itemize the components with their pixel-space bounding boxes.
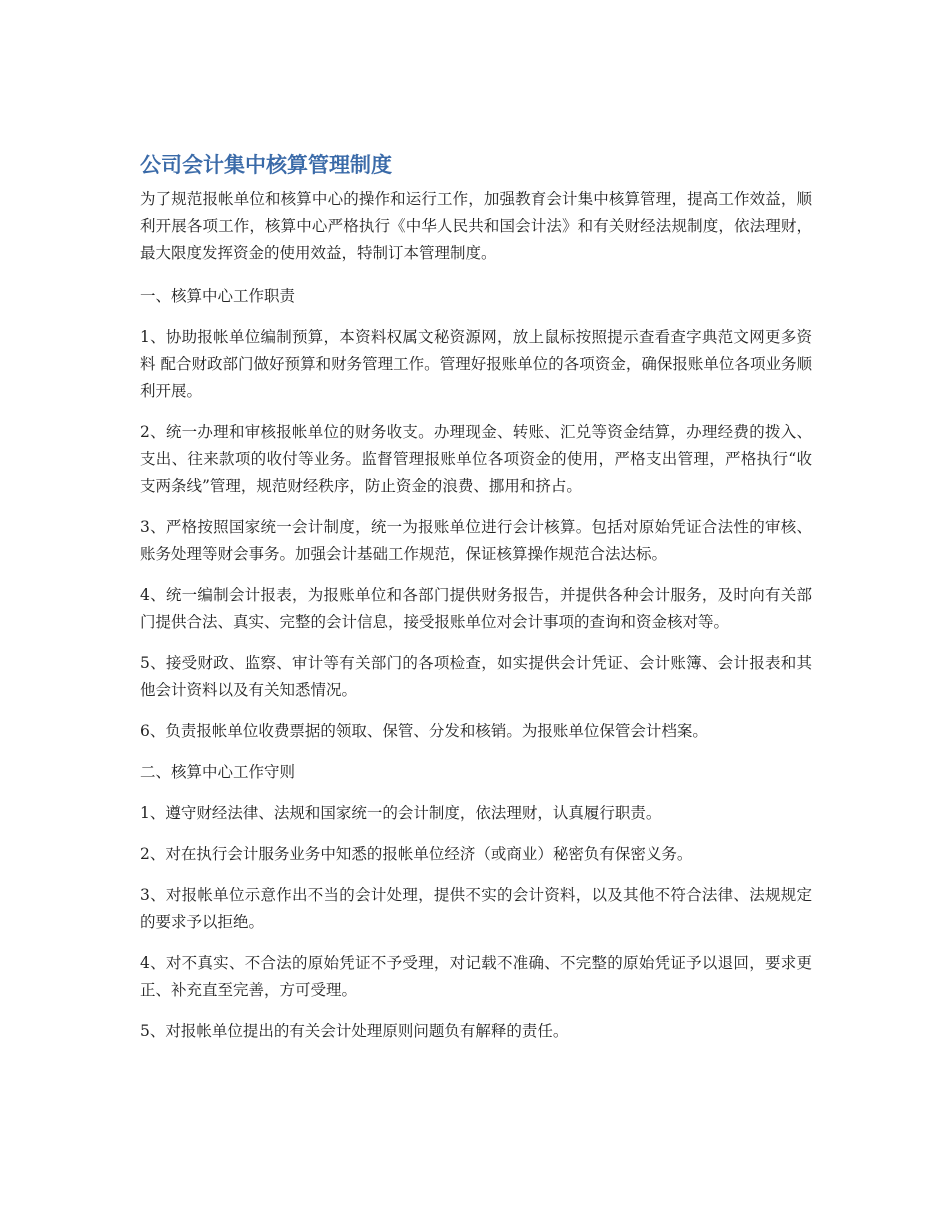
document-page [140, 150, 812, 1059]
rule-item: 5、对报帐单位提出的有关会计处理原则问题负有解释的责任。 [140, 1022, 569, 1040]
rule-item: 2、对在执行会计服务业务中知悉的报帐单位经济（或商业）秘密负有保密义务。 [140, 845, 693, 863]
duty-item: 5、接受财政、监察、审计等有关部门的各项检查，如实提供会计凭证、会计账簿、会计报表和其他会计资料以及有关知悉情况。 [140, 654, 812, 699]
document-title: 公司会计集中核算管理制度 [140, 153, 392, 177]
section-heading-duties: 一、核算中心工作职责 [140, 287, 296, 305]
duty-item: 3、严格按照国家统一会计制度，统一为报账单位进行会计核算。包括对原始凭证合法性的审核、账务处理等财会事务。加强会计基础工作规范，保证核算操作规范合法达标。 [140, 518, 812, 563]
rule-item: 3、对报帐单位示意作出不当的会计处理，提供不实的会计资料，以及其他不符合法律、法规规定的要求予以拒绝。 [140, 886, 812, 931]
duty-item: 6、负责报帐单位收费票据的领取、保管、分发和核销。为报账单位保管会计档案。 [140, 722, 708, 740]
section-heading-rules: 二、核算中心工作守则 [140, 763, 296, 781]
duty-item: 1、协助报帐单位编制预算，本资料权属文秘资源网，放上鼠标按照提示查看查字典范文网更多资料 配合财政部门做好预算和财务管理工作。管理好报账单位的各项资金，确保报账单位各项业务顺利开展。 [140, 328, 812, 400]
rule-item: 4、对不真实、不合法的原始凭证不予受理，对记载不准确、不完整的原始凭证予以退回，要求更正、补充直至完善，方可受理。 [140, 954, 812, 999]
intro-paragraph: 为了规范报帐单位和核算中心的操作和运行工作，加强教育会计集中核算管理，提高工作效益，顺利开展各项工作，核算中心严格执行《中华人民共和国会计法》和有关财经法规制度，依法理财，最大限度发挥资金的使用效益，特制订本管理制度。 [140, 190, 812, 262]
rule-item: 1、遵守财经法律、法规和国家统一的会计制度，依法理财，认真履行职责。 [140, 804, 662, 822]
duty-item: 2、统一办理和审核报帐单位的财务收支。办理现金、转账、汇兑等资金结算，办理经费的拨入、支出、往来款项的收付等业务。监督管理报账单位各项资金的使用，严格支出管理，严格执行“收支两条线”管理，规范财经秩序，防止资金的浪费、挪用和挤占。 [140, 423, 812, 495]
duty-item: 4、统一编制会计报表，为报账单位和各部门提供财务报告，并提供各种会计服务，及时向有关部门提供合法、真实、完整的会计信息，接受报账单位对会计事项的查询和资金核对等。 [140, 586, 812, 631]
